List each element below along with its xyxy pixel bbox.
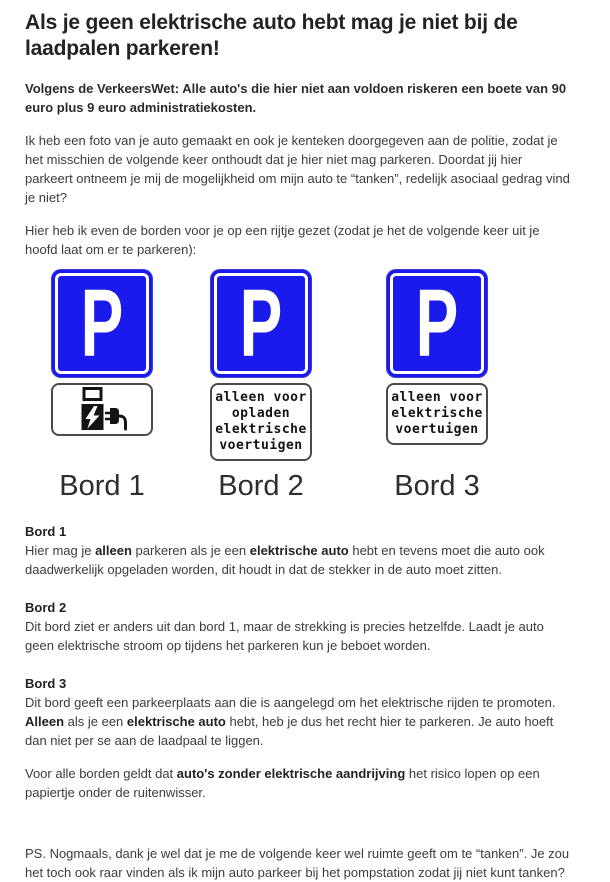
parking-p-sign-icon: [386, 269, 488, 378]
sign-inner-border: [390, 273, 484, 374]
bord-explanations: [25, 522, 570, 750]
subsign-text-line: opladen: [231, 406, 291, 421]
parking-p-sign-icon: [51, 269, 153, 378]
section-body: Dit bord geeft een parkeerplaats aan die is aangelegd om het elektrische rijden te promoten. Alleen als je een elektrische auto hebt, heb je dus het recht hier te parkeren. Je auto hoeft dan niet per se aan de laadpaal te liggen.: [25, 695, 556, 748]
parking-p-sign-icon: [210, 269, 312, 378]
bord-2-figure: [210, 269, 312, 501]
section-body: Dit bord ziet er anders uit dan bord 1, maar de strekking is precies hetzelfde. Laadt je auto geen elektrische stroom op tijdens het parkeren kun je beboet worden.: [25, 619, 544, 653]
subsign-text-line: alleen voor: [391, 390, 483, 405]
bord-1-figure: [51, 269, 153, 501]
subsign-text-line: alleen voor: [215, 390, 307, 405]
section-heading: Bord 1: [25, 524, 67, 539]
subsign-text-line: elektrische: [215, 422, 307, 437]
subsign-text-line: voertuigen: [395, 422, 479, 437]
paragraph-signs-intro: Hier heb ik even de borden voor je op een rijtje gezet (zodat je het de volgende keer uit je hoofd laat om er te parkeren):: [25, 223, 540, 257]
p-letter: P: [415, 273, 459, 374]
charging-station-glyph: [77, 386, 127, 433]
bord-2-caption: Bord 2: [218, 470, 304, 502]
section-heading: Bord 3: [25, 676, 67, 691]
paragraph-photo-police: Ik heb een foto van je auto gemaakt en ook je kenteken doorgegeven aan de politie, zodat je het misschien de volgende keer onthoudt dat je hier niet mag parkeren. Doordat jij hier parkeert ontneem je mij de mogelijkheid om mijn auto te “tanken”, redelijk asociaal gedrag vind je niet?: [25, 133, 570, 205]
section-bord-3: [25, 674, 570, 750]
section-heading: Bord 2: [25, 600, 67, 615]
p-letter: P: [239, 273, 283, 374]
subsign-text-line: elektrische: [391, 406, 483, 421]
sign-inner-border: [214, 273, 308, 374]
closing-note: Voor alle borden geldt dat auto's zonder elektrische aandrijving het risico lopen op een papiertje onder de ruitenwisser.: [25, 766, 540, 800]
section-bord-1: [25, 522, 570, 579]
ev-charging-station-icon: [51, 383, 153, 436]
section-bord-2: [25, 598, 570, 655]
signs-row: [51, 269, 570, 501]
subsign-text-bord-3: [386, 383, 488, 445]
bord-3-caption: Bord 3: [394, 470, 480, 502]
bord-1-caption: Bord 1: [59, 470, 145, 502]
intro-warning-text: Volgens de VerkeersWet: Alle auto's die hier niet aan voldoen riskeren een boete van 90 euro plus 9 euro administratiekosten.: [25, 81, 567, 115]
subsign-text-bord-2: [210, 383, 312, 461]
p-letter: P: [80, 273, 124, 374]
bord-3-figure: [386, 269, 488, 501]
subsign-text-line: voertuigen: [219, 438, 303, 453]
ps-note: PS. Nogmaals, dank je wel dat je me de volgende keer wel ruimte geeft om te “tanken”. Je zou het toch ook raar vinden als ik mijn auto parkeer bij het pompstation zodat jij niet kunt tanken?: [25, 846, 570, 880]
sign-inner-border: [55, 273, 149, 374]
page-title: Als je geen elektrische auto hebt mag je niet bij de laadpalen parkeren!: [25, 11, 518, 60]
section-body: Hier mag je alleen parkeren als je een elektrische auto hebt en tevens moet die auto ook daadwerkelijk opgeladen worden, dit houdt in dat de stekker in de auto moet zitten.: [25, 543, 545, 577]
